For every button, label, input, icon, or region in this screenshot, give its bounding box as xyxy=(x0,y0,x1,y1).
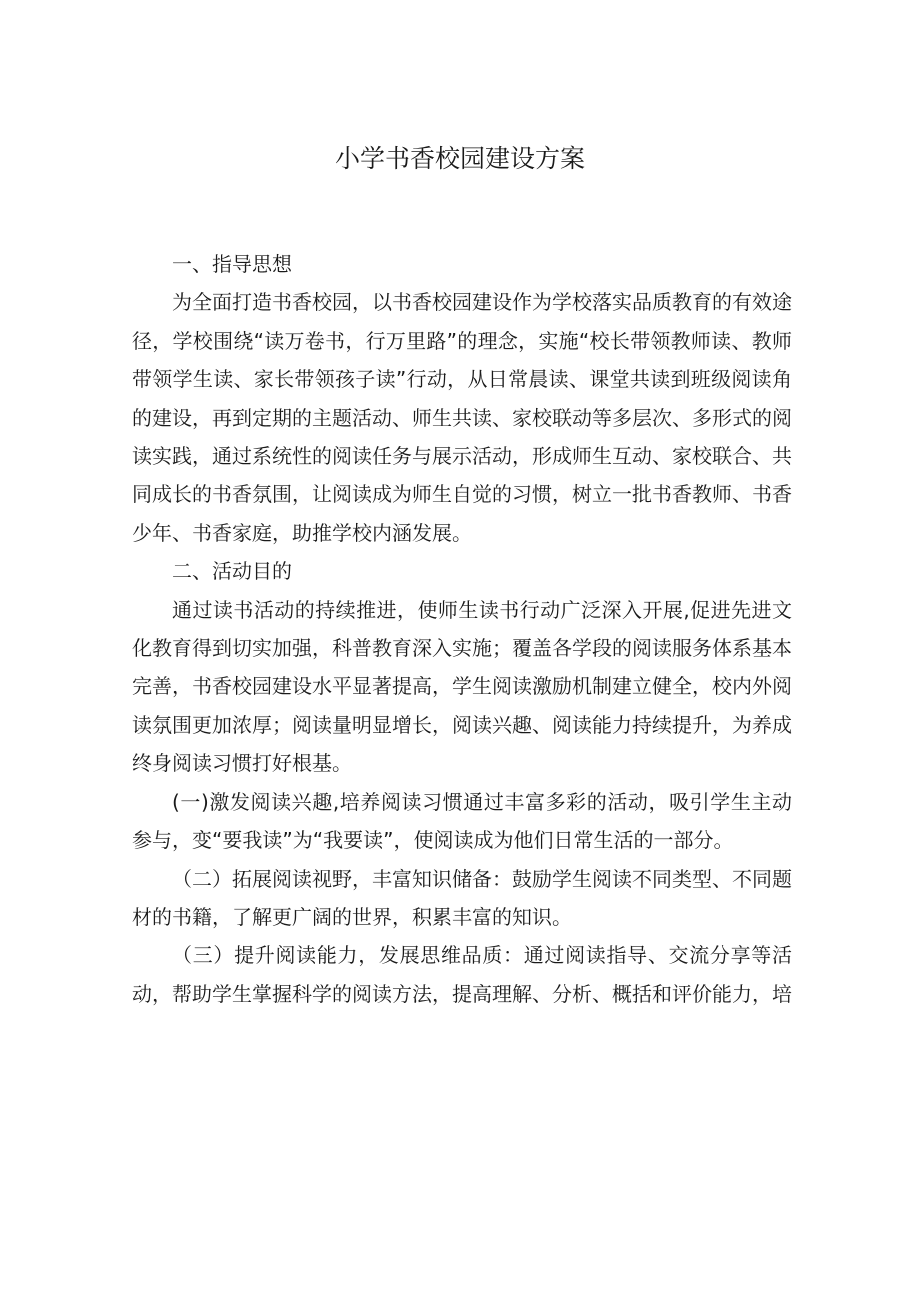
section-heading-guiding-ideology: 一、指导思想 xyxy=(172,252,292,276)
paragraph-guiding-ideology: 为全面打造书香校园，以书香校园建设作为学校落实品质教育的有效途径，学校围绕“读万卷书，行万里路”的理念，实施“校长带领教师读、教师带领学生读、家长带领孩子读”行动，从日常晨读、课堂共读到班级阅读角的建设，再到定期的主题活动、师生共读、家校联动等多层次、多形式的阅读实践，通过系统性的阅读任务与展示活动，形成师生互动、家校联合、共同成长的书香氛围，让阅读成为师生自觉的习惯，树立一批书香教师、书香少年、书香家庭，助推学校内涵发展。 xyxy=(132,290,792,545)
document-title: 小学书香校园建设方案 xyxy=(334,144,585,173)
section-heading-activity-purpose: 二、活动目的 xyxy=(172,559,292,584)
paragraph-goal-1: (一)激发阅读兴趣,培养阅读习惯通过丰富多彩的活动，吸引学生主动参与，变“要我读”为“我要读”，使阅读成为他们日常生活的一部分。 xyxy=(132,789,792,853)
document-body xyxy=(132,245,792,1013)
paragraph-goal-3: （三）提升阅读能力，发展思维品质：通过阅读指导、交流分享等活动，帮助学生掌握科学的阅读方法，提高理解、分析、概括和评价能力，培 xyxy=(132,943,792,1006)
paragraph-goal-2: （二）拓展阅读视野，丰富知识储备：鼓励学生阅读不同类型、不同题材的书籍，了解更广阔的世界，积累丰富的知识。 xyxy=(132,866,792,929)
paragraph-activity-purpose: 通过读书活动的持续推进，使师生读书行动广泛深入开展,促进先进文化教育得到切实加强，科普教育深入实施；覆盖各学段的阅读服务体系基本完善，书香校园建设水平显著提高，学生阅读激励机制建立健全，校内外阅读氛围更加浓厚；阅读量明显增长，阅读兴趣、阅读能力持续提升，为养成终身阅读习惯打好根基。 xyxy=(132,597,792,776)
